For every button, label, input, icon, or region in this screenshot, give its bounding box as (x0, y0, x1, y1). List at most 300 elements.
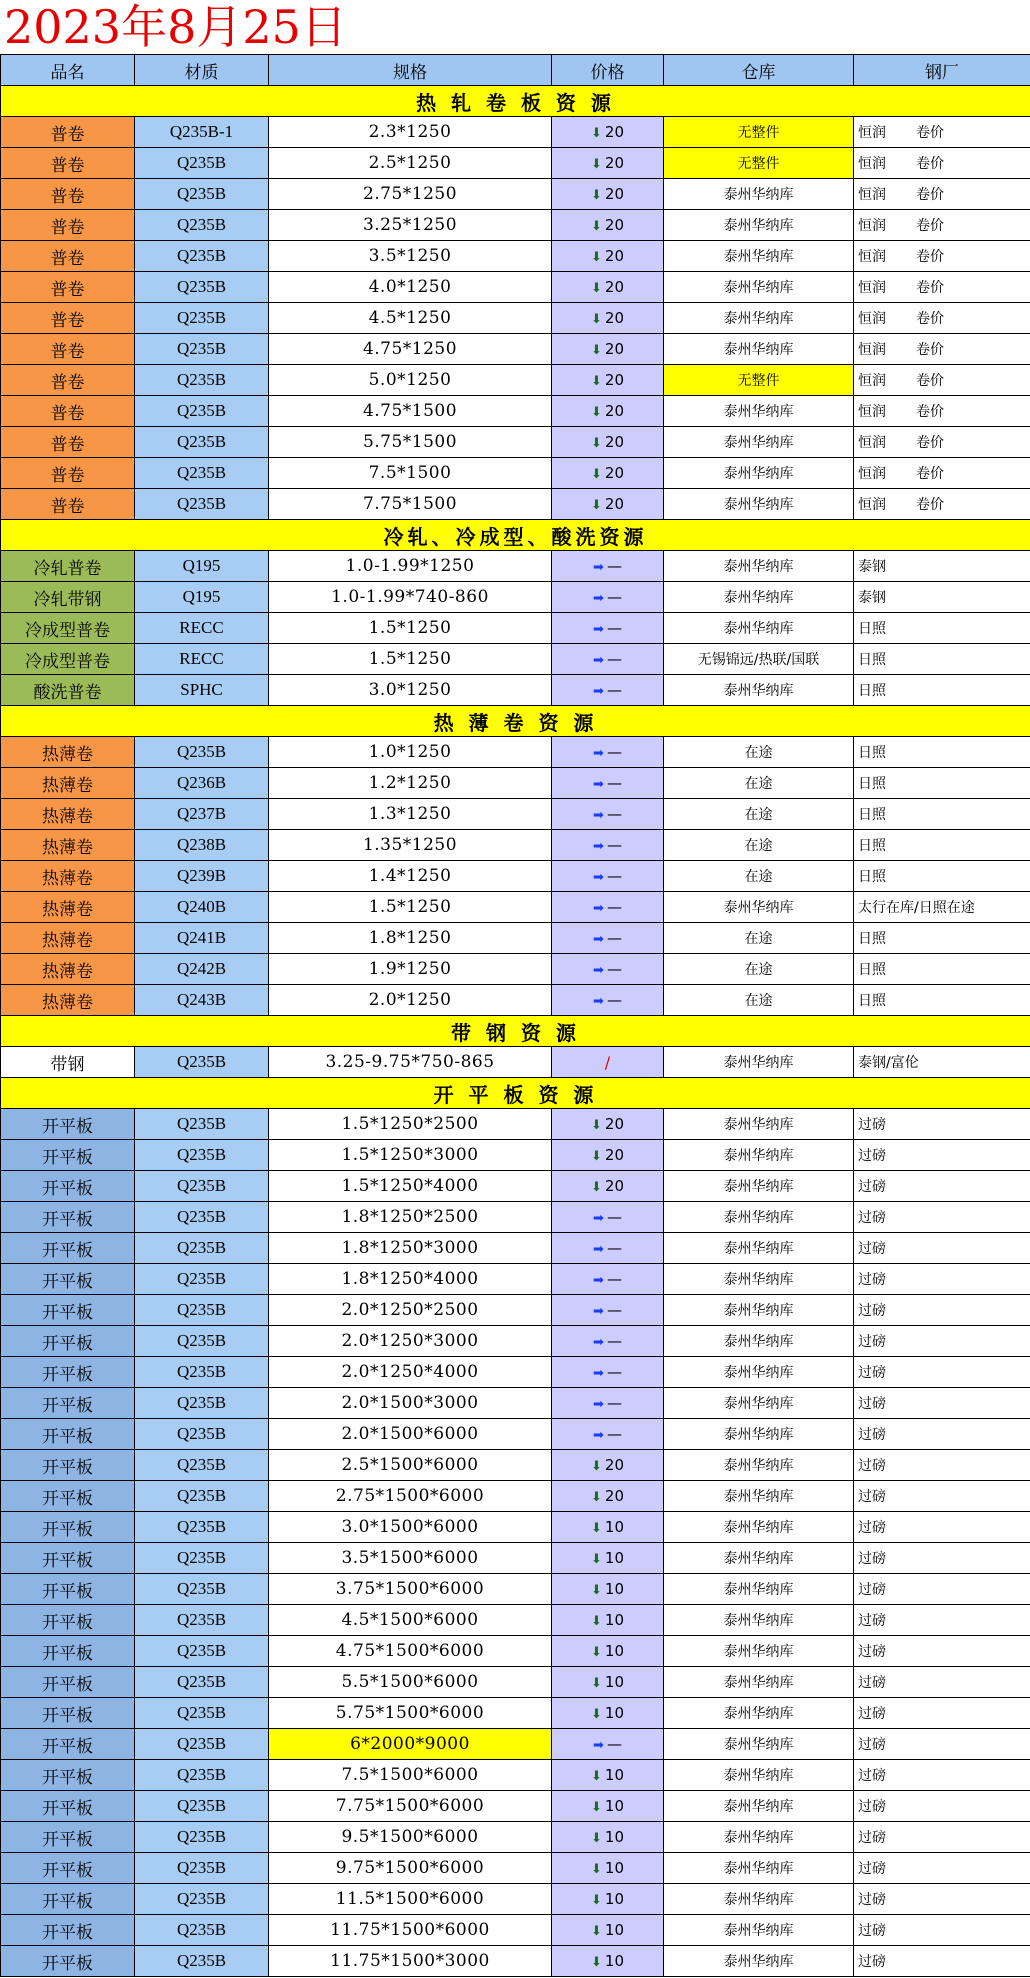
price-cell (552, 1171, 664, 1202)
mill-cell (854, 1326, 1030, 1357)
price-value: 20 (604, 278, 624, 296)
product-name-cell: 开平板 (1, 1140, 135, 1171)
mill-cell (854, 1450, 1030, 1481)
warehouse-cell: 泰州华纳库 (664, 1853, 854, 1884)
arrow-down-icon: ⬇ (591, 312, 602, 327)
price-cell (552, 892, 664, 923)
price-value: 10 (604, 1611, 624, 1629)
table-row (1, 1295, 1030, 1326)
price-value: — (606, 1301, 622, 1319)
table-row (1, 117, 1030, 148)
table-row (1, 1512, 1030, 1543)
arrow-right-icon: ➡ (593, 746, 604, 761)
price-value: — (606, 867, 622, 885)
price-value: 20 (604, 495, 624, 513)
price-value: 10 (604, 1952, 624, 1970)
arrow-down-icon: ⬇ (591, 1583, 602, 1598)
spec-cell: 3.5*1500*6000 (269, 1543, 552, 1574)
material-cell: Q239B (135, 861, 269, 892)
price-value: 10 (604, 1921, 624, 1939)
spec-cell: 2.75*1250 (269, 179, 552, 210)
warehouse-cell: 泰州华纳库 (664, 1729, 854, 1760)
arrow-down-icon: ⬇ (591, 281, 602, 296)
price-value: 10 (604, 1642, 624, 1660)
mill-cell (854, 1667, 1030, 1698)
product-name-cell: 普卷 (1, 148, 135, 179)
table-row (1, 1419, 1030, 1450)
spec-cell: 1.4*1250 (269, 861, 552, 892)
price-cell (552, 1295, 664, 1326)
product-name-cell: 开平板 (1, 1357, 135, 1388)
arrow-right-icon: ➡ (593, 653, 604, 668)
mill-cell (854, 954, 1030, 985)
table-row (1, 272, 1030, 303)
mill-cell (854, 644, 1030, 675)
price-cell (552, 923, 664, 954)
warehouse-cell: 泰州华纳库 (664, 1109, 854, 1140)
price-cell (552, 1822, 664, 1853)
material-cell: RECC (135, 613, 269, 644)
table-row (1, 179, 1030, 210)
mill-cell (854, 1233, 1030, 1264)
price-cell (552, 1543, 664, 1574)
arrow-right-icon: ➡ (593, 994, 604, 1009)
header-row (1, 55, 1030, 86)
price-cell (552, 737, 664, 768)
mill-cell (854, 1853, 1030, 1884)
warehouse-cell: 在途 (664, 861, 854, 892)
mill-name: 日照 (858, 869, 886, 885)
mill-name: 过磅 (858, 1737, 886, 1753)
material-cell: Q243B (135, 985, 269, 1016)
arrow-right-icon: ➡ (593, 560, 604, 575)
header-cell-warehouse: 仓库 (664, 55, 854, 86)
price-value: — (606, 1270, 622, 1288)
mill-cell (854, 985, 1030, 1016)
spec-cell: 1.0-1.99*740-860 (269, 582, 552, 613)
mill-name: 日照 (858, 745, 886, 761)
spec-cell: 2.0*1250*2500 (269, 1295, 552, 1326)
mill-cell (854, 1388, 1030, 1419)
mill-name: 日照 (858, 621, 886, 637)
material-cell: Q235B (135, 1419, 269, 1450)
material-cell: Q235B-1 (135, 117, 269, 148)
product-name-cell: 普卷 (1, 365, 135, 396)
table-row (1, 1357, 1030, 1388)
material-cell: Q241B (135, 923, 269, 954)
arrow-down-icon: ⬇ (591, 467, 602, 482)
mill-cell (854, 241, 1030, 272)
price-cell (552, 272, 664, 303)
warehouse-cell: 泰州华纳库 (664, 1450, 854, 1481)
section-row (1, 1016, 1030, 1047)
spec-cell: 4.75*1250 (269, 334, 552, 365)
price-value: — (606, 960, 622, 978)
mill-name: 泰钢/富伦 (858, 1055, 919, 1071)
table-row (1, 396, 1030, 427)
warehouse-cell: 泰州华纳库 (664, 458, 854, 489)
price-cell (552, 768, 664, 799)
price-cell (552, 830, 664, 861)
price-cell (552, 1729, 664, 1760)
mill-cell (854, 892, 1030, 923)
mill-cell (854, 117, 1030, 148)
arrow-right-icon: ➡ (593, 1738, 604, 1753)
price-value: 20 (604, 433, 624, 451)
price-cell (552, 1512, 664, 1543)
mill-name: 过磅 (858, 1427, 886, 1443)
mill-cell (854, 799, 1030, 830)
table-row (1, 737, 1030, 768)
table-row (1, 1326, 1030, 1357)
price-value: — (606, 898, 622, 916)
spec-cell: 1.9*1250 (269, 954, 552, 985)
warehouse-cell: 在途 (664, 799, 854, 830)
mill-cell (854, 768, 1030, 799)
material-cell: Q235B (135, 489, 269, 520)
material-cell: Q240B (135, 892, 269, 923)
price-table (0, 54, 1030, 1977)
mill-cell (854, 1605, 1030, 1636)
table-row (1, 458, 1030, 489)
product-name-cell: 开平板 (1, 1450, 135, 1481)
mill-cell (854, 1047, 1030, 1078)
mill-name: 过磅 (858, 1148, 886, 1164)
material-cell: Q235B (135, 1295, 269, 1326)
product-name-cell: 开平板 (1, 1946, 135, 1977)
arrow-right-icon: ➡ (593, 1304, 604, 1319)
table-row (1, 1233, 1030, 1264)
mill-cell (854, 1946, 1030, 1977)
mill-name: 日照 (858, 652, 886, 668)
arrow-right-icon: ➡ (593, 870, 604, 885)
mill-cell (854, 1636, 1030, 1667)
price-cell (552, 179, 664, 210)
spec-cell: 7.75*1500 (269, 489, 552, 520)
mill-name: 恒润 (858, 125, 886, 141)
price-value: 20 (604, 464, 624, 482)
price-cell (552, 334, 664, 365)
header-cell-price: 价格 (552, 55, 664, 86)
table-row (1, 1946, 1030, 1977)
warehouse-cell: 泰州华纳库 (664, 1357, 854, 1388)
warehouse-cell: 泰州华纳库 (664, 1915, 854, 1946)
price-value: 10 (604, 1549, 624, 1567)
material-cell: Q235B (135, 1047, 269, 1078)
arrow-down-icon: ⬇ (591, 343, 602, 358)
price-cell (552, 1574, 664, 1605)
material-cell: Q195 (135, 582, 269, 613)
mill-cell (854, 551, 1030, 582)
material-cell: Q237B (135, 799, 269, 830)
warehouse-cell: 泰州华纳库 (664, 1605, 854, 1636)
price-value: — (606, 836, 622, 854)
product-name-cell: 开平板 (1, 1667, 135, 1698)
section-title: 热 薄 卷 资 源 (1, 706, 1030, 737)
mill-name: 恒润 (858, 187, 886, 203)
mill-cell (854, 1295, 1030, 1326)
table-row (1, 148, 1030, 179)
table-row (1, 644, 1030, 675)
material-cell: Q235B (135, 427, 269, 458)
product-name-cell: 开平板 (1, 1326, 135, 1357)
mill-name: 恒润 (858, 466, 886, 482)
material-cell: Q235B (135, 1140, 269, 1171)
warehouse-cell: 泰州华纳库 (664, 1884, 854, 1915)
price-value: 20 (604, 1146, 624, 1164)
price-cell (552, 1791, 664, 1822)
price-cell (552, 861, 664, 892)
mill-name: 过磅 (858, 1923, 886, 1939)
section-title: 带 钢 资 源 (1, 1016, 1030, 1047)
mill-name: 恒润 (858, 373, 886, 389)
warehouse-cell: 泰州华纳库 (664, 179, 854, 210)
mill-cell (854, 1171, 1030, 1202)
price-cell (552, 1884, 664, 1915)
table-row (1, 613, 1030, 644)
price-value: 10 (604, 1859, 624, 1877)
arrow-right-icon: ➡ (593, 591, 604, 606)
price-value: 20 (604, 154, 624, 172)
table-row (1, 954, 1030, 985)
arrow-down-icon: ⬇ (591, 374, 602, 389)
material-cell: Q235B (135, 1698, 269, 1729)
table-row (1, 241, 1030, 272)
price-cell (552, 1698, 664, 1729)
material-cell: Q235B (135, 303, 269, 334)
price-cell (552, 148, 664, 179)
header-cell-name: 品名 (1, 55, 135, 86)
spec-cell: 4.5*1250 (269, 303, 552, 334)
material-cell: Q235B (135, 396, 269, 427)
material-cell: Q235B (135, 334, 269, 365)
mill-name: 恒润 (858, 218, 886, 234)
spec-cell: 5.5*1500*6000 (269, 1667, 552, 1698)
material-cell: Q235B (135, 1884, 269, 1915)
product-name-cell: 热薄卷 (1, 892, 135, 923)
mill-cell (854, 1822, 1030, 1853)
arrow-down-icon: ⬇ (591, 1118, 602, 1133)
arrow-down-icon: ⬇ (591, 1893, 602, 1908)
mill-cell (854, 1760, 1030, 1791)
warehouse-cell: 泰州华纳库 (664, 582, 854, 613)
product-name-cell: 开平板 (1, 1760, 135, 1791)
price-cell (552, 1946, 664, 1977)
mill-cell (854, 1884, 1030, 1915)
price-cell (552, 1233, 664, 1264)
table-row (1, 985, 1030, 1016)
mill-cell (854, 861, 1030, 892)
arrow-right-icon: ➡ (593, 808, 604, 823)
mill-name: 日照 (858, 993, 886, 1009)
spec-cell: 2.0*1500*3000 (269, 1388, 552, 1419)
warehouse-cell: 泰州华纳库 (664, 489, 854, 520)
table-row (1, 582, 1030, 613)
table-row (1, 427, 1030, 458)
mill-name: 过磅 (858, 1489, 886, 1505)
price-cell (552, 1140, 664, 1171)
mill-cell (854, 179, 1030, 210)
spec-cell: 1.5*1250*2500 (269, 1109, 552, 1140)
price-value: — (606, 1394, 622, 1412)
price-value: 20 (604, 340, 624, 358)
product-name-cell: 开平板 (1, 1698, 135, 1729)
mill-cell (854, 1357, 1030, 1388)
product-name-cell: 热薄卷 (1, 985, 135, 1016)
price-value: 10 (604, 1704, 624, 1722)
mill-cell (854, 396, 1030, 427)
warehouse-cell: 泰州华纳库 (664, 1543, 854, 1574)
page-title: 2023年8月25日 (4, 0, 347, 54)
price-cell (552, 1605, 664, 1636)
table-row (1, 489, 1030, 520)
spec-cell: 3.0*1250 (269, 675, 552, 706)
price-cell (552, 1326, 664, 1357)
arrow-down-icon: ⬇ (591, 157, 602, 172)
price-cell (552, 1481, 664, 1512)
price-cell (552, 458, 664, 489)
product-name-cell: 开平板 (1, 1419, 135, 1450)
mill-note: 卷价 (916, 311, 944, 327)
table-row (1, 923, 1030, 954)
spec-cell: 2.0*1250*4000 (269, 1357, 552, 1388)
spec-cell: 1.8*1250*2500 (269, 1202, 552, 1233)
mill-note: 卷价 (916, 497, 944, 513)
price-value: — (606, 588, 622, 606)
spec-cell: 9.75*1500*6000 (269, 1853, 552, 1884)
price-value: — (606, 774, 622, 792)
warehouse-cell: 泰州华纳库 (664, 396, 854, 427)
spec-cell: 1.5*1250 (269, 644, 552, 675)
material-cell: Q235B (135, 1822, 269, 1853)
table-row (1, 1698, 1030, 1729)
mill-name: 过磅 (858, 1675, 886, 1691)
product-name-cell: 开平板 (1, 1791, 135, 1822)
mill-name: 过磅 (858, 1892, 886, 1908)
table-row (1, 365, 1030, 396)
product-name-cell: 开平板 (1, 1295, 135, 1326)
arrow-down-icon: ⬇ (591, 1490, 602, 1505)
mill-name: 太行在库/日照在途 (858, 900, 975, 916)
product-name-cell: 开平板 (1, 1822, 135, 1853)
mill-note: 卷价 (916, 218, 944, 234)
warehouse-cell: 泰州华纳库 (664, 1946, 854, 1977)
arrow-down-icon: ⬇ (591, 1521, 602, 1536)
table-row (1, 1822, 1030, 1853)
mill-name: 过磅 (858, 1768, 886, 1784)
header-cell-spec: 规格 (269, 55, 552, 86)
mill-cell (854, 1419, 1030, 1450)
mill-name: 过磅 (858, 1861, 886, 1877)
mill-cell (854, 1729, 1030, 1760)
price-value: 10 (604, 1828, 624, 1846)
price-value: — (606, 557, 622, 575)
material-cell: Q235B (135, 241, 269, 272)
product-name-cell: 普卷 (1, 241, 135, 272)
price-value: — (606, 1332, 622, 1350)
warehouse-cell: 在途 (664, 830, 854, 861)
arrow-down-icon: ⬇ (591, 188, 602, 203)
mill-name: 泰钢 (858, 590, 886, 606)
warehouse-cell: 泰州华纳库 (664, 241, 854, 272)
price-value: 20 (604, 1115, 624, 1133)
price-cell (552, 489, 664, 520)
mill-cell (854, 334, 1030, 365)
table-row (1, 1915, 1030, 1946)
product-name-cell: 带钢 (1, 1047, 135, 1078)
arrow-down-icon: ⬇ (591, 1769, 602, 1784)
mill-name: 恒润 (858, 342, 886, 358)
warehouse-cell: 泰州华纳库 (664, 613, 854, 644)
product-name-cell: 冷成型普卷 (1, 613, 135, 644)
spec-cell: 3.25*1250 (269, 210, 552, 241)
material-cell: Q235B (135, 1791, 269, 1822)
material-cell: Q235B (135, 365, 269, 396)
material-cell: Q238B (135, 830, 269, 861)
table-row (1, 1853, 1030, 1884)
warehouse-cell: 泰州华纳库 (664, 210, 854, 241)
mill-note: 卷价 (916, 125, 944, 141)
material-cell: SPHC (135, 675, 269, 706)
product-name-cell: 普卷 (1, 334, 135, 365)
material-cell: Q235B (135, 1481, 269, 1512)
price-value: 10 (604, 1890, 624, 1908)
price-cell (552, 613, 664, 644)
arrow-right-icon: ➡ (593, 1335, 604, 1350)
spec-cell: 1.8*1250*3000 (269, 1233, 552, 1264)
price-cell (552, 1853, 664, 1884)
mill-cell (854, 489, 1030, 520)
mill-name: 过磅 (858, 1334, 886, 1350)
mill-note: 卷价 (916, 404, 944, 420)
spec-cell: 1.3*1250 (269, 799, 552, 830)
spec-cell: 9.5*1500*6000 (269, 1822, 552, 1853)
spec-cell: 1.5*1250*3000 (269, 1140, 552, 1171)
mill-name: 过磅 (858, 1954, 886, 1970)
material-cell: RECC (135, 644, 269, 675)
warehouse-cell: 无整件 (664, 148, 854, 179)
mill-name: 恒润 (858, 280, 886, 296)
arrow-right-icon: ➡ (593, 932, 604, 947)
mill-name: 过磅 (858, 1396, 886, 1412)
mill-cell (854, 1264, 1030, 1295)
material-cell: Q235B (135, 1667, 269, 1698)
arrow-down-icon: ⬇ (591, 1924, 602, 1939)
product-name-cell: 开平板 (1, 1884, 135, 1915)
header-cell-mill: 钢厂 (854, 55, 1030, 86)
warehouse-cell: 泰州华纳库 (664, 334, 854, 365)
mill-cell (854, 582, 1030, 613)
arrow-right-icon: ➡ (593, 963, 604, 978)
spec-cell: 1.0*1250 (269, 737, 552, 768)
table-row (1, 1450, 1030, 1481)
price-value: — (606, 805, 622, 823)
material-cell: Q235B (135, 1636, 269, 1667)
material-cell: Q236B (135, 768, 269, 799)
table-row (1, 675, 1030, 706)
product-name-cell: 开平板 (1, 1233, 135, 1264)
mill-name: 过磅 (858, 1303, 886, 1319)
price-cell (552, 396, 664, 427)
mill-name: 日照 (858, 683, 886, 699)
section-row (1, 520, 1030, 551)
material-cell: Q242B (135, 954, 269, 985)
mill-cell (854, 1915, 1030, 1946)
arrow-down-icon: ⬇ (591, 1614, 602, 1629)
arrow-down-icon: ⬇ (591, 1180, 602, 1195)
table-row (1, 1543, 1030, 1574)
price-value: / (604, 1052, 611, 1072)
